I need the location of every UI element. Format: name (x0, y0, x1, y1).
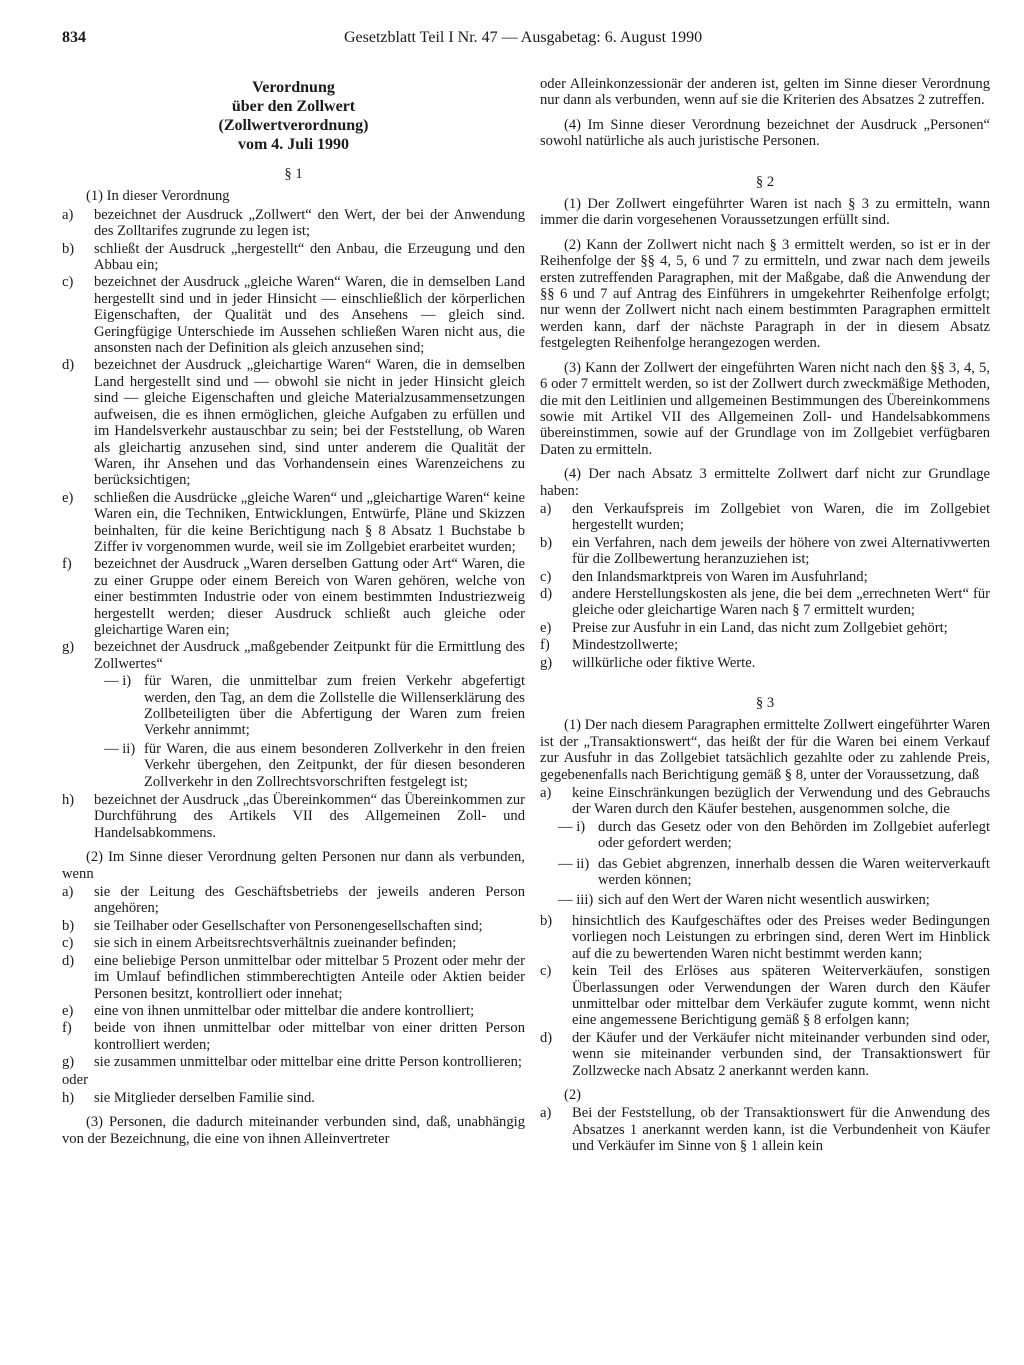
item-text: Bei der Feststellung, ob der Transaktionswert für die Anwendung des Absatzes 1 anerkannt werden kann, ist die Verbundenheit von Käufer und Verkäufer im Sinne von § 1 allein kein (572, 1105, 990, 1155)
item-label: h) (62, 1089, 75, 1106)
item-text: bezeichnet der Ausdruck „das Übereinkommen“ das Übereinkommen zur Durchführung des Artikels VII des Allgemeinen Zoll- und Handelsabkommens. (94, 792, 525, 841)
list-item (62, 241, 525, 274)
sub-item-label: — i) (558, 818, 586, 835)
item-text: Preise zur Ausfuhr in ein Land, das nicht zum Zollgebiet gehört; (572, 619, 948, 636)
paragraph: (2) (564, 1086, 582, 1103)
list-item (540, 913, 990, 962)
list-item (62, 1054, 525, 1070)
sub-item-label: — ii) (104, 740, 136, 757)
item-text: sie Mitglieder derselben Familie sind. (94, 1089, 315, 1106)
list-item (62, 274, 525, 356)
list-item (540, 1105, 990, 1154)
left-column (62, 78, 525, 1149)
list-item (62, 490, 525, 556)
sub-item (62, 741, 525, 790)
item-text: bezeichnet der Ausdruck „Waren derselben Gattung oder Art“ Waren, die zu einer Gruppe oder einem Bereich von Waren gehören, welche von einer bestimmten Industrie oder von einem bestimmten Industriezweig hergestellt werden; dieser Ausdruck schließt auch gleiche oder gleichartige Waren ein; (94, 556, 525, 638)
item-label: d) (62, 952, 75, 969)
list-item (62, 935, 525, 951)
list-item (62, 1090, 525, 1106)
paragraph: (4) Der nach Absatz 3 ermittelte Zollwert darf nicht zur Grundlage haben: (540, 466, 990, 499)
item-label: e) (62, 489, 74, 506)
item-text: andere Herstellungskosten als jene, die bei dem „errechneten Wert“ für gleiche oder gleichartige Waren nach § 7 ermittelt wurden; (572, 585, 990, 619)
list-item (62, 1003, 525, 1019)
sub-item-label: — i) (104, 673, 132, 690)
item-label: d) (540, 585, 553, 602)
item-label: a) (540, 785, 552, 802)
list-item (540, 1030, 990, 1079)
paragraph: (3) Personen, die dadurch miteinander verbunden sind, daß, unabhängig von der Bezeichnung, die eine von ihnen Alleinvertreter (62, 1114, 525, 1147)
item-text: sie Teilhaber oder Gesellschafter von Personengesellschaften sind; (94, 917, 483, 934)
list-item (540, 963, 990, 1029)
document-title (62, 78, 525, 154)
item-label: f) (540, 637, 550, 654)
page-header (62, 30, 990, 52)
item-label: f) (62, 1020, 72, 1037)
list-item (540, 785, 990, 818)
title-line: vom 4. Juli 1990 (237, 136, 350, 153)
item-text: der Käufer und der Verkäufer nicht miteinander verbunden sind oder, wenn sie miteinander verbunden sind, der Transaktionswert für Zollzwecke nach Absatz 2 anerkannt werden kann. (572, 1029, 990, 1079)
list-item (62, 953, 525, 1002)
right-column (540, 76, 990, 1156)
running-title: Gesetzblatt Teil I Nr. 47 — Ausgabetag: 6. August 1990 (344, 29, 703, 46)
item-text: sie der Leitung des Geschäftsbetriebs der jeweils anderen Person angehören; (94, 884, 525, 917)
item-text: eine von ihnen unmittelbar oder mittelbar die andere kontrolliert; (94, 1002, 475, 1019)
paragraph: (2) Im Sinne dieser Verordnung gelten Personen nur dann als verbunden, wenn (62, 849, 525, 882)
item-label: e) (540, 619, 552, 636)
paragraph: (3) Kann der Zollwert der eingeführten Waren nicht nach den §§ 3, 4, 5, 6 oder 7 ermittelt werden, so ist der Zollwert durch zweckmäßige Methoden, die mit den Leitlinien und allgemeinen Bestimmungen des Übereinkommens sowie mit Artikel VII des Allgemeinen Zoll- und Handelsabkommens übereinstimmen, sowie auf der Grundlage von im Zollgebiet verfügbaren Daten zu ermitteln. (540, 359, 990, 458)
sub-item (540, 892, 990, 908)
list-item (62, 357, 525, 488)
item-label: h) (62, 792, 75, 809)
title-line: über den Zollwert (231, 98, 356, 115)
item-text: bezeichnet der Ausdruck „gleichartige Waren“ Waren, die in demselben Land hergestellt sind und — obwohl sie nicht in jeder Hinsicht gleich sind — gleiche Eigenschaften und gleiche Materialzusammensetzungen aufweisen, die es ihnen ermöglichen, gleiche Aufgaben zu erfüllen und im Handelsverkehr austauschbar zu sein; bei der Feststellung, ob Waren als gleichartig anzusehen sind, sind unter anderem die Qualität der Waren, ihr Ansehen und das Vorhandensein eines Warenzeichens zu berücksichtigen; (94, 357, 525, 489)
list-item (62, 792, 525, 841)
paragraph: (1) In dieser Verordnung (86, 188, 230, 205)
list-item (62, 1020, 525, 1053)
item-label: a) (62, 884, 74, 901)
item-label: c) (540, 568, 552, 585)
list-item (62, 207, 525, 240)
list-item (62, 556, 525, 638)
paragraph: (1) Der Zollwert eingeführter Waren ist nach § 3 zu ermitteln, wann immer die darin vorgesehenen Voraussetzungen erfüllt sind. (540, 196, 990, 229)
list-item (540, 655, 990, 671)
item-text: schließt der Ausdruck „hergestellt“ den Anbau, die Erzeugung und den Abbau ein; (94, 240, 525, 274)
item-label: e) (62, 1002, 74, 1019)
item-text: Mindestzollwerte; (572, 637, 679, 654)
item-text: sie sich in einem Arbeitsrechtsverhältnis zueinander befinden; (94, 935, 457, 952)
item-label: c) (540, 963, 552, 980)
item-text: beide von ihnen unmittelbar oder mittelbar von einer dritten Person kontrolliert werden; (94, 1020, 525, 1053)
item-label: b) (62, 917, 75, 934)
item-label: c) (62, 935, 74, 952)
sub-item-label: — iii) (558, 892, 594, 909)
section-heading: § 1 (284, 166, 303, 182)
list-item (540, 620, 990, 636)
item-text: sie zusammen unmittelbar oder mittelbar eine dritte Person kontrollieren; (94, 1054, 522, 1071)
section-heading: § 2 (755, 173, 775, 190)
item-text: bezeichnet der Ausdruck „maßgebender Zeitpunkt für die Ermittlung des Zollwertes“ (94, 639, 525, 672)
conjunction: oder (62, 1071, 88, 1088)
item-text: ein Verfahren, nach dem jeweils der höhere von zwei Alternativwerten für die Zollbewertung heranzuziehen ist; (572, 534, 990, 568)
list-item (62, 884, 525, 917)
list-item (540, 586, 990, 619)
paragraph: oder Alleinkonzessionär der anderen ist, gelten im Sinne dieser Verordnung nur dann als verbunden, wenn auf sie die Kriterien des Absatzes 2 zutreffen. (540, 76, 990, 109)
section-heading: § 3 (755, 695, 775, 711)
paragraph: (4) Im Sinne dieser Verordnung bezeichnet der Ausdruck „Personen“ sowohl natürliche als auch juristische Personen. (540, 116, 990, 150)
item-text: schließen die Ausdrücke „gleiche Waren“ und „gleichartige Waren“ keine Waren ein, die Techniken, Entwicklungen, Entwürfe, Pläne und Skizzen beinhalten, für die keine Berichtigung nach § 8 Absatz 1 Buchstabe b Ziffer iv vorgenommen wurde, weil sie im Zollgebiet erarbeitet wurden; (94, 489, 525, 555)
item-label: d) (540, 1029, 553, 1046)
item-label: f) (62, 556, 72, 573)
item-label: c) (62, 274, 74, 291)
item-label: b) (540, 912, 553, 929)
sub-item-label: — ii) (558, 855, 590, 872)
item-text: den Verkaufspreis im Zollgebiet von Waren, die im Zollgebiet hergestellt wurden; (572, 500, 990, 534)
item-text: bezeichnet der Ausdruck „Zollwert“ den Wert, der bei der Anwendung des Zolltarifes zugrunde zu legen ist; (94, 206, 525, 240)
list-item (540, 569, 990, 585)
list-item (62, 918, 525, 934)
page-number: 834 (62, 29, 86, 46)
item-text: kein Teil des Erlöses aus späteren Weiterverkäufen, sonstigen Überlassungen oder Verwendungen der Waren durch den Käufer unmittelbar oder mittelbar dem Verkäufer zugute kommt, wenn nicht eine angemessene Berichtigung gemäß § 8 erfolgen kann; (572, 963, 990, 1029)
paragraph: (1) Der nach diesem Paragraphen ermittelte Zollwert eingeführter Waren ist der „Transaktionswert“, das heißt der für die Waren bei einem Verkauf zur Ausfuhr in das Zollgebiet tatsächlich gezahlte oder zu zahlende Preis, gegebenenfalls nach Berichtigung gemäß § 8, unter der Voraussetzung, daß (540, 717, 990, 783)
sub-item (62, 673, 525, 739)
item-label: d) (62, 357, 75, 374)
item-text: eine beliebige Person unmittelbar oder mittelbar 5 Prozent oder mehr der im Umlauf befindlichen stimmberechtigten Anteile oder Aktien beider Personen besitzt, kontrolliert oder innehat; (94, 952, 525, 1002)
sub-item-text: das Gebiet abgrenzen, innerhalb dessen die Waren weiterverkauft werden können; (598, 855, 990, 889)
item-label: a) (540, 1105, 552, 1122)
item-text: hinsichtlich des Kaufgeschäftes oder des Preises weder Bedingungen vorliegen noch Leistungen zu erbringen sind, deren Wert im Hinblick auf die zu bewertenden Waren nicht bestimmt werden kann; (572, 912, 990, 962)
list-item (540, 501, 990, 534)
title-line: Verordnung (252, 79, 335, 96)
item-label: a) (62, 206, 74, 223)
list-item (540, 637, 990, 653)
sub-item (540, 856, 990, 889)
item-label: g) (62, 1054, 75, 1071)
item-text: willkürliche oder fiktive Werte. (572, 654, 756, 671)
item-label: g) (540, 654, 553, 671)
item-text: den Inlandsmarktpreis von Waren im Ausfuhrland; (572, 568, 868, 585)
sub-item-text: für Waren, die unmittelbar zum freien Verkehr abgefertigt werden, den Tag, an dem die Zollstelle die Willenserklärung des Zollbeteiligten über die Abfertigung der Waren zum freien Verkehr annimmt; (144, 673, 525, 739)
sub-item-text: sich auf den Wert der Waren nicht wesentlich auswirken; (598, 892, 930, 909)
list-item (62, 639, 525, 672)
title-line: (Zollwertverordnung) (218, 117, 369, 134)
item-label: b) (540, 534, 553, 551)
list-item (540, 535, 990, 568)
item-text: keine Einschränkungen bezüglich der Verwendung und des Gebrauchs der Waren durch den Käufer bestehen, ausgenommen solche, die (572, 785, 990, 818)
item-text: bezeichnet der Ausdruck „gleiche Waren“ Waren, die in demselben Land hergestellt sind und in jeder Hinsicht — einschließlich der körperlichen Eigenschaften, der Qualität und des Ansehens — gleich sind. Geringfügige Unterschiede im Aussehen schließen Waren nicht aus, die ansonsten nach der Definition als gleich anzusehen sind; (94, 274, 525, 357)
item-label: a) (540, 500, 552, 517)
sub-item-text: durch das Gesetz oder von den Behörden im Zollgebiet auferlegt oder gefordert werden; (598, 818, 990, 852)
sub-item (540, 819, 990, 852)
item-label: g) (62, 639, 75, 656)
sub-item-text: für Waren, die aus einem besonderen Zollverkehr in den freien Verkehr übergehen, den Zeitpunkt, der für diesen besonderen Zollverkehr in den Zollrechtsvorschriften festgelegt ist; (144, 740, 525, 790)
item-label: b) (62, 240, 75, 257)
paragraph: (2) Kann der Zollwert nicht nach § 3 ermittelt werden, so ist er in der Reihenfolge der §§ 4, 5, 6 und 7 zu ermitteln, und zwar nach dem jeweils ersten zutreffenden Paragraphen, mit der Maßgabe, daß die Anwendung der §§ 6 und 7 auf Antrag des Einführers in umgekehrter Reihenfolge erfolgt; nur wenn der Zollwert nicht nach einem bestimmten Paragraphen ermittelt werden kann, darf der nächste Paragraph in der in diesem Absatz festgelegten Reihenfolge herangezogen werden. (540, 236, 990, 352)
